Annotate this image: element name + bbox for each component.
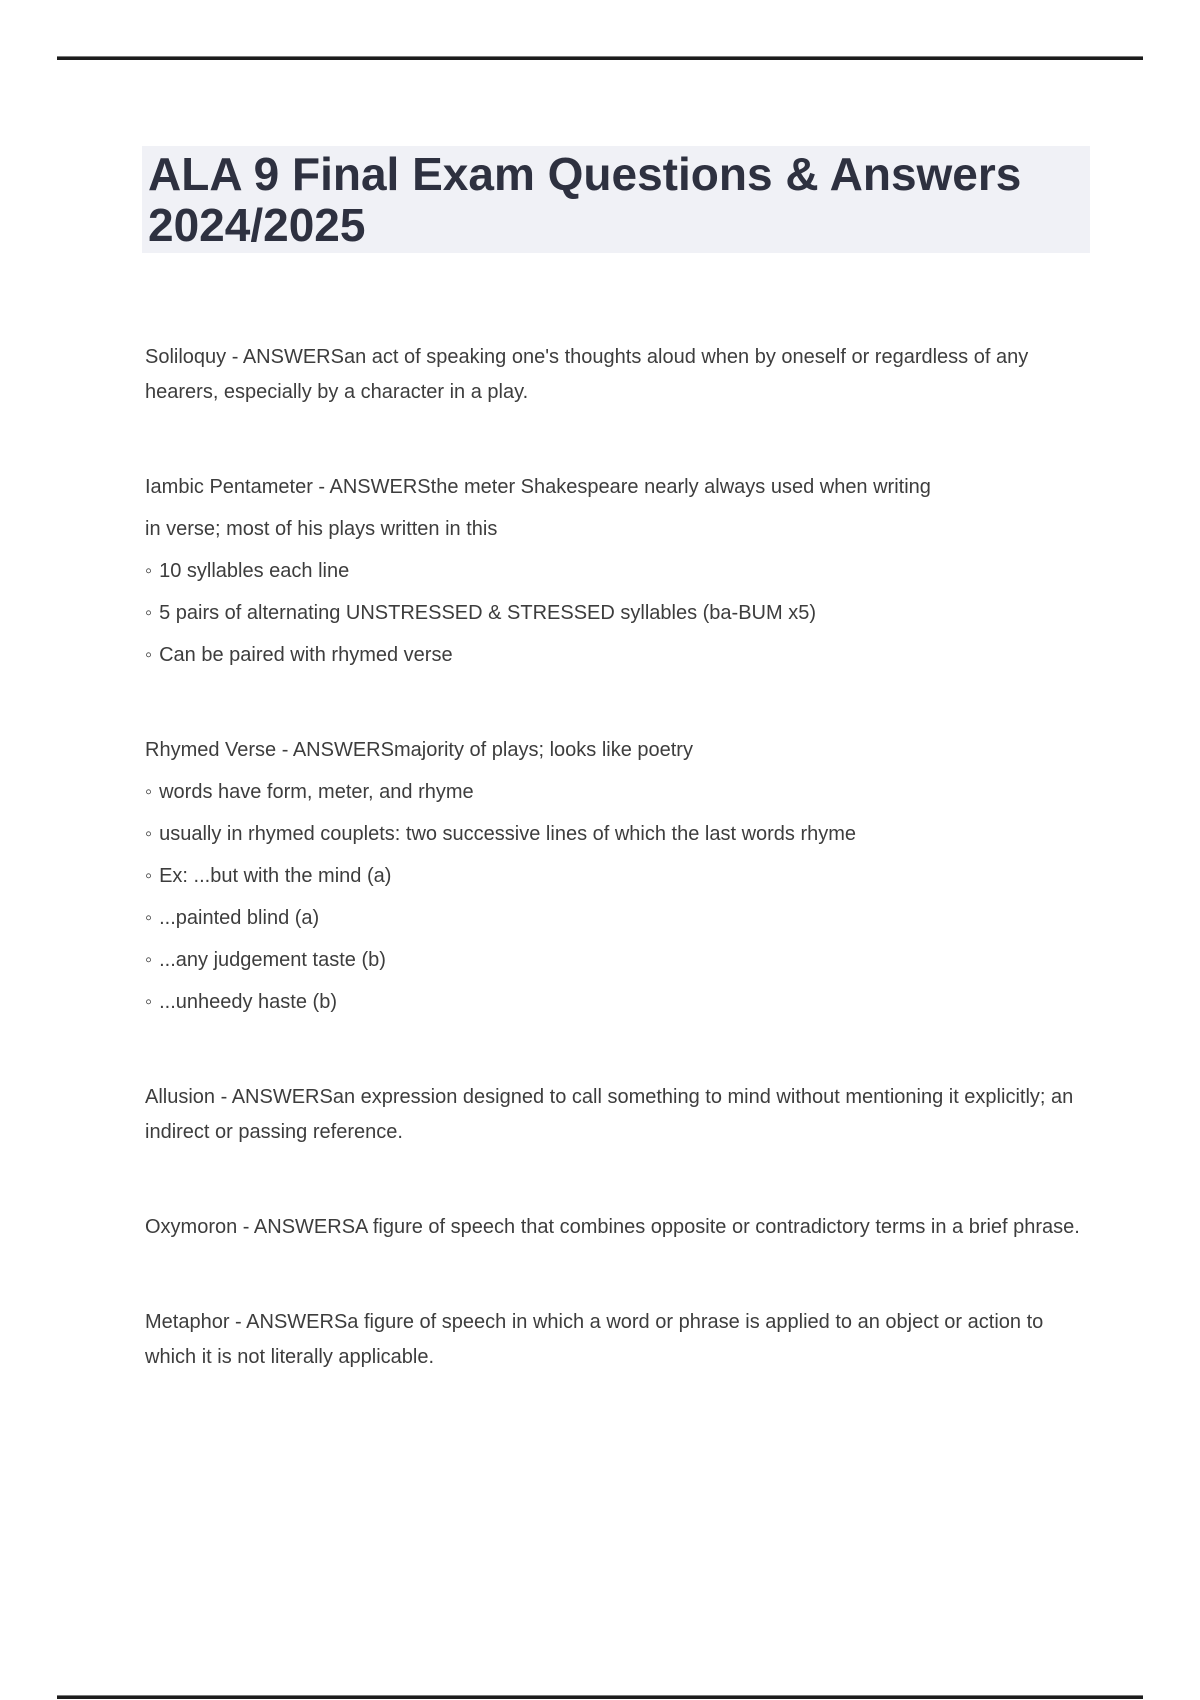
bullet-icon: ◦: [145, 949, 153, 971]
paragraph-line: Soliloquy - ANSWERSan act of speaking one's thoughts aloud when by oneself or regardless of any: [145, 346, 1029, 368]
text-line: Rhymed Verse - ANSWERSmajority of plays; looks like poetry: [145, 739, 693, 761]
bullet-icon: ◦: [145, 560, 153, 582]
line-group: [145, 733, 1145, 1020]
bullet-icon: ◦: [145, 602, 153, 624]
bullet-item: ◦ usually in rhymed couplets: two successive lines of which the last words rhyme: [145, 817, 1145, 852]
bottom-rule: [57, 1695, 1143, 1699]
paragraph-line: which it is not literally applicable.: [145, 1346, 435, 1368]
paragraph-line: Metaphor - ANSWERSa figure of speech in which a word or phrase is applied to an object or action to: [145, 1311, 1044, 1333]
bullet-item: ◦ ...any judgement taste (b): [145, 943, 1145, 978]
paragraph: [145, 1080, 1145, 1150]
paragraph: [145, 340, 1145, 410]
bullet-item: ◦ ...painted blind (a): [145, 901, 1145, 936]
bullet-item: ◦ 10 syllables each line: [145, 554, 1145, 589]
line-group: [145, 470, 1145, 673]
paragraph: [145, 1210, 1145, 1245]
text-line: Iambic Pentameter - ANSWERSthe meter Shakespeare nearly always used when writing: [145, 476, 931, 498]
page-title-line-1: ALA 9 Final Exam Questions & Answers: [148, 148, 1022, 200]
paragraph-line: hearers, especially by a character in a play.: [145, 381, 529, 403]
bullet-icon: ◦: [145, 823, 153, 845]
bullet-item: ◦ words have form, meter, and rhyme: [145, 775, 1145, 810]
bullet-icon: ◦: [145, 865, 153, 887]
paragraph-line: indirect or passing reference.: [145, 1121, 403, 1143]
paragraph-line: Oxymoron - ANSWERSA figure of speech that combines opposite or contradictory terms in a brief phrase.: [145, 1216, 1080, 1238]
text-line: in verse; most of his plays written in this: [145, 518, 498, 540]
bullet-icon: ◦: [145, 781, 153, 803]
bullet-item: ◦ Ex: ...but with the mind (a): [145, 859, 1145, 894]
document-body: [145, 340, 1145, 1435]
page-title-line-2: 2024/2025: [148, 199, 366, 251]
bullet-item: ◦ ...unheedy haste (b): [145, 985, 1145, 1020]
top-rule: [57, 56, 1143, 60]
paragraph-line: Allusion - ANSWERSan expression designed to call something to mind without mentioning it explicitly; an: [145, 1086, 1074, 1108]
bullet-item: ◦ 5 pairs of alternating UNSTRESSED & STRESSED syllables (ba-BUM x5): [145, 596, 1145, 631]
bullet-item: ◦ Can be paired with rhymed verse: [145, 638, 1145, 673]
bullet-icon: ◦: [145, 644, 153, 666]
title-highlight: [142, 146, 1090, 253]
bullet-icon: ◦: [145, 991, 153, 1013]
paragraph: [145, 1305, 1145, 1375]
bullet-icon: ◦: [145, 907, 153, 929]
